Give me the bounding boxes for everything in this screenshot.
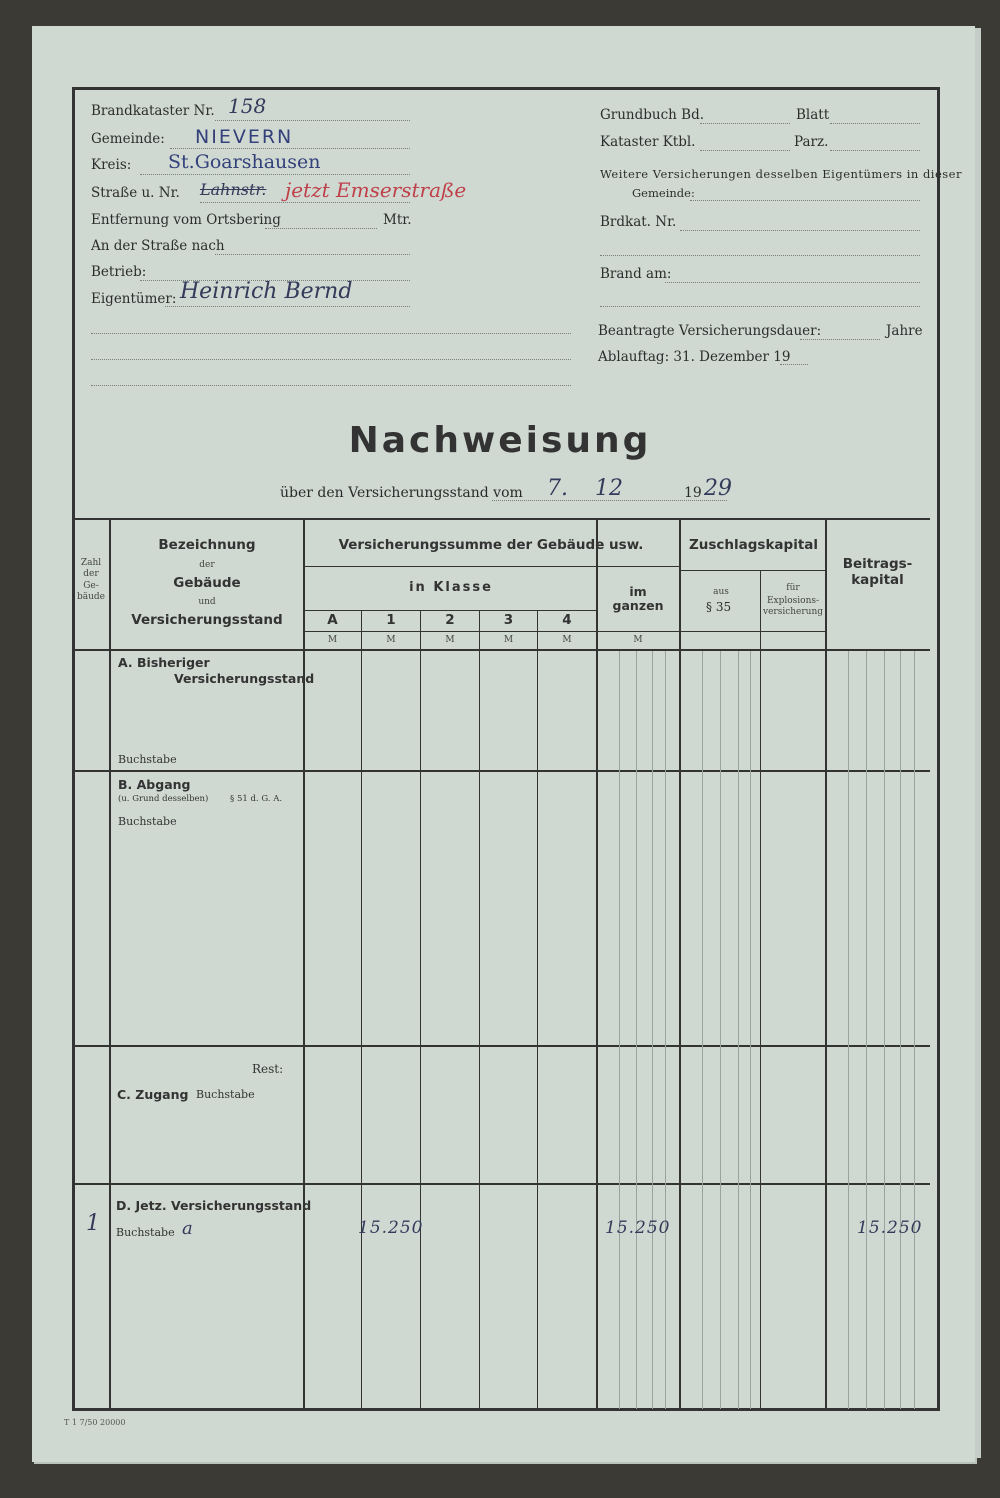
klasse-4: 4 <box>562 612 572 628</box>
dotted-line <box>91 385 571 386</box>
col-aus: aus <box>713 587 729 597</box>
unit-m: M <box>562 635 572 645</box>
entfernung-unit: Mtr. <box>383 212 412 228</box>
subtitle-day: 7. <box>547 476 568 501</box>
dauer-unit: Jahre <box>886 323 923 339</box>
col-zahl-header: Zahl der Ge-bäude <box>76 558 105 602</box>
weitere-label-1: Weitere Versicherungen desselben Eigentümers in dieser <box>600 167 962 181</box>
section-a-title: A. Bisheriger <box>118 655 210 670</box>
strasse-label: Straße u. Nr. <box>91 185 180 201</box>
strasse-value-old: Lahnstr. <box>200 180 267 199</box>
sheet-edge <box>975 28 981 1458</box>
subtitle-month: 12 <box>595 476 623 501</box>
dotted-line <box>165 306 410 307</box>
col-beitrag-header: Beitrags-kapital <box>842 556 913 588</box>
parz-label: Parz. <box>794 134 829 150</box>
dotted-line <box>91 359 571 360</box>
dotted-line <box>680 230 920 231</box>
dotted-line <box>780 364 808 365</box>
unit-m: M <box>386 635 396 645</box>
col-summe-header: Versicherungssumme der Gebäude usw. <box>338 537 644 553</box>
dotted-line <box>800 339 880 340</box>
gemeinde-value: NIEVERN <box>195 126 294 148</box>
klasse-2: 2 <box>445 612 455 628</box>
section-a-buchstabe: Buchstabe <box>118 753 177 766</box>
dauer-label: Beantragte Versicherungsdauer: <box>598 323 822 339</box>
col-gebaeude-header: Gebäude <box>173 575 241 591</box>
entfernung-label: Entfernung vom Ortsbering <box>91 212 281 228</box>
dotted-line <box>600 306 920 307</box>
col-bezeichnung-und: und <box>198 597 216 607</box>
dotted-line <box>215 120 410 121</box>
dotted-line <box>91 333 571 334</box>
section-d-letter: a <box>182 1218 193 1239</box>
dotted-line <box>200 202 410 203</box>
grundbuch-label: Grundbuch Bd. <box>600 107 705 123</box>
section-d-title: D. Jetz. Versicherungsstand <box>116 1198 312 1213</box>
section-c-title: C. Zugang <box>117 1087 189 1102</box>
section-d-klasse1-value: 15.250 <box>358 1218 424 1238</box>
dotted-line <box>665 282 920 283</box>
brdkat-label: Brdkat. Nr. <box>600 214 677 230</box>
strasse-nach-label: An der Straße nach <box>91 238 225 254</box>
col-klasse-header: in Klasse <box>409 580 493 595</box>
document-title: Nachweisung <box>348 420 652 461</box>
col-explosion: Explosions-versicherung <box>762 596 824 618</box>
gemeinde-label: Gemeinde: <box>91 131 165 147</box>
dotted-line <box>830 150 920 151</box>
section-b-title: B. Abgang <box>118 777 191 792</box>
col-fuer: für <box>786 583 800 593</box>
dotted-line <box>690 200 920 201</box>
section-a-title-2: Versicherungsstand <box>174 671 315 686</box>
brandkataster-value: 158 <box>228 94 267 118</box>
col-bezeichnung-header: Bezeichnung <box>158 537 256 553</box>
dotted-line <box>600 255 920 256</box>
klasse-1: 1 <box>386 612 396 628</box>
col-para35: § 35 <box>706 600 732 614</box>
dotted-line <box>170 148 410 149</box>
dotted-line <box>700 150 790 151</box>
section-c-buchstabe: Buchstabe <box>196 1088 255 1101</box>
col-versicherungsstand-header: Versicherungsstand <box>131 612 283 628</box>
rest-label: Rest: <box>252 1062 284 1076</box>
col-imganzen-header: im ganzen <box>612 584 664 614</box>
eigentuemer-value: Heinrich Bernd <box>180 279 353 304</box>
blatt-label: Blatt <box>796 107 830 123</box>
eigentuemer-label: Eigentümer: <box>91 291 177 307</box>
ablauf-label: Ablauftag: 31. Dezember 19 <box>598 349 791 365</box>
subtitle-label: über den Versicherungsstand vom <box>280 485 523 501</box>
dotted-line <box>140 174 410 175</box>
unit-m: M <box>633 635 643 645</box>
section-b-buchstabe: Buchstabe <box>118 815 177 828</box>
subtitle-year-prefix: 19 <box>684 485 702 501</box>
section-d-zahl: 1 <box>86 1211 100 1236</box>
section-d-imganzen-value: 15.250 <box>605 1218 671 1238</box>
klasse-a: A <box>327 612 338 628</box>
kreis-value: St.Goarshausen <box>168 151 321 173</box>
section-d-beitrag-value: 15.250 <box>857 1218 923 1238</box>
unit-m: M <box>503 635 514 645</box>
col-bezeichnung-der: der <box>199 560 215 570</box>
section-b-sub: (u. Grund desselben) <box>118 794 209 804</box>
unit-m: M <box>445 635 455 645</box>
betrieb-label: Betrieb: <box>91 264 147 280</box>
kreis-label: Kreis: <box>91 157 132 173</box>
dotted-line <box>265 228 377 229</box>
dotted-line <box>700 123 790 124</box>
dotted-line <box>215 254 410 255</box>
form-number: T 1 7/50 20000 <box>64 1418 126 1427</box>
weitere-label-2: Gemeinde: <box>632 186 695 200</box>
section-b-para: § 51 d. G. A. <box>230 794 283 804</box>
brandkataster-label: Brandkataster Nr. <box>91 103 215 119</box>
kataster-label: Kataster Ktbl. <box>600 134 696 150</box>
strasse-value-new: jetzt Emserstraße <box>285 178 467 202</box>
klasse-3: 3 <box>503 612 514 628</box>
section-d-buchstabe: Buchstabe <box>116 1226 175 1239</box>
col-zuschlag-header: Zuschlagskapital <box>688 537 819 553</box>
brand-label: Brand am: <box>600 266 672 282</box>
dotted-line <box>830 123 920 124</box>
subtitle-year-suffix: 29 <box>704 476 732 501</box>
unit-m: M <box>327 635 338 645</box>
